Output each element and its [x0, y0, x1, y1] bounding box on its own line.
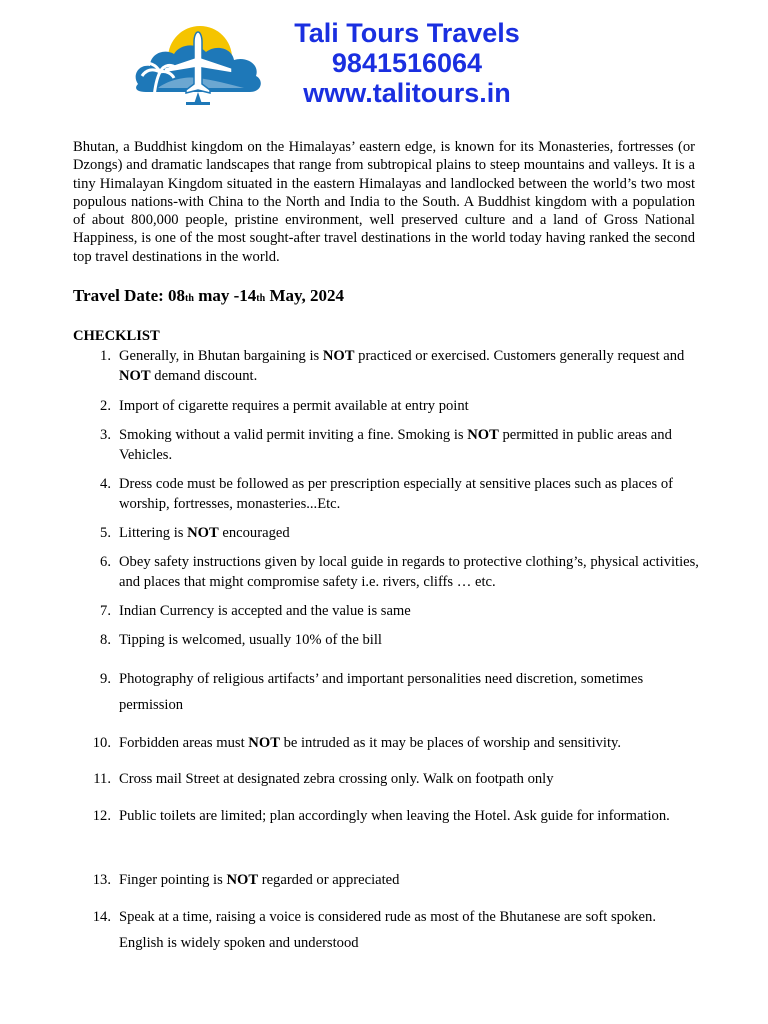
checklist-item-text: Smoking without a valid permit inviting a fine. Smoking is NOT permitted in public areas and Vehicles. — [119, 427, 672, 463]
emphasis-not: NOT — [248, 735, 280, 751]
checklist-item-number: 5. — [100, 525, 111, 541]
checklist-item-number: 11. — [93, 771, 111, 787]
checklist-item-number: 8. — [100, 632, 111, 648]
header — [0, 0, 768, 125]
travel-date-sup2: th — [256, 293, 266, 304]
emphasis-not: NOT — [322, 348, 355, 364]
travel-date-label: Travel Date: 08 — [73, 286, 186, 305]
checklist-item-number: 9. — [100, 671, 111, 687]
checklist-item-text: Import of cigarette requires a permit available at entry point — [119, 398, 469, 414]
company-phone: 9841516064 — [331, 48, 483, 78]
emphasis-not: NOT — [467, 427, 499, 443]
checklist-item-text: Forbidden areas must NOT be intruded as it may be places of worship and sensitivity. — [119, 735, 622, 751]
logo-airplane-icon — [128, 18, 268, 106]
checklist-item-text: Littering is NOT encouraged — [119, 525, 290, 541]
checklist-item-number: 12. — [92, 808, 111, 824]
checklist-item-text: Obey safety instructions given by local guide in regards to protective clothing’s, physical activities, and places that might compromise safety i.e. rivers, cliffs … etc. — [119, 554, 699, 590]
checklist-item-number: 2. — [100, 398, 111, 414]
checklist-item-text: Finger pointing is NOT regarded or appreciated — [119, 872, 400, 888]
intro-paragraph: Bhutan, a Buddhist kingdom on the Himalayas’ eastern edge, is known for its Monasteries, fortresses (or Dzongs) and dramatic landscapes that range from subtropical plains to steep mountains and valleys. It is a tiny Himalayan Kingdom situated in the eastern Himalayas and landlocked between the world’s two most populous nations-with China to the North and India to the South. A Buddhist kingdom with a population of about 800,000 people, pristine environment, well preserved culture and a land of Gross National Happiness, is one of the most sought-after travel destinations in the world today having ranked the second top travel destinations in the world. — [73, 139, 695, 265]
company-name: Tali Tours Travels — [294, 18, 520, 48]
travel-date-sup1: th — [185, 293, 194, 304]
checklist-item-number: 14. — [92, 909, 111, 925]
checklist-item-number: 4. — [100, 476, 111, 492]
travel-date-middle: may -14 — [193, 286, 257, 305]
checklist-item-number: 6. — [100, 554, 111, 570]
travel-date — [73, 286, 344, 306]
travel-date-end: May, 2024 — [265, 286, 345, 305]
checklist-item-text: Generally, in Bhutan bargaining is NOT practiced or exercised. Customers generally request and NOT demand discount. — [119, 348, 685, 384]
checklist-item-text: Speak at a time, raising a voice is considered rude as most of the Bhutanese are soft spoken. English is widely spoken and understood — [119, 909, 656, 951]
company-website: www.talitours.in — [303, 78, 511, 108]
emphasis-not: NOT — [119, 368, 151, 384]
checklist-item-text: Public toilets are limited; plan accordingly when leaving the Hotel. Ask guide for information. — [119, 808, 670, 824]
checklist-item-number: 1. — [100, 348, 111, 364]
checklist-item-text: Indian Currency is accepted and the value is same — [119, 603, 411, 619]
emphasis-not: NOT — [187, 525, 219, 541]
checklist-heading: CHECKLIST — [73, 328, 160, 344]
emphasis-not: NOT — [226, 872, 259, 888]
checklist-item-number: 13. — [92, 872, 111, 888]
checklist-item-number: 3. — [100, 427, 111, 443]
checklist-item-text: Cross mail Street at designated zebra crossing only. Walk on footpath only — [119, 771, 554, 787]
checklist-item-number: 10. — [92, 735, 111, 751]
checklist-item-text: Tipping is welcomed, usually 10% of the bill — [119, 632, 382, 648]
checklist-item-number: 7. — [100, 603, 111, 619]
company-info — [262, 18, 552, 108]
checklist-item-text: Dress code must be followed as per prescription especially at sensitive places such as places of worship, fortresses, monasteries...Etc. — [119, 476, 673, 512]
checklist-item-text: Photography of religious artifacts’ and important personalities need discretion, sometimes permission — [119, 671, 644, 713]
